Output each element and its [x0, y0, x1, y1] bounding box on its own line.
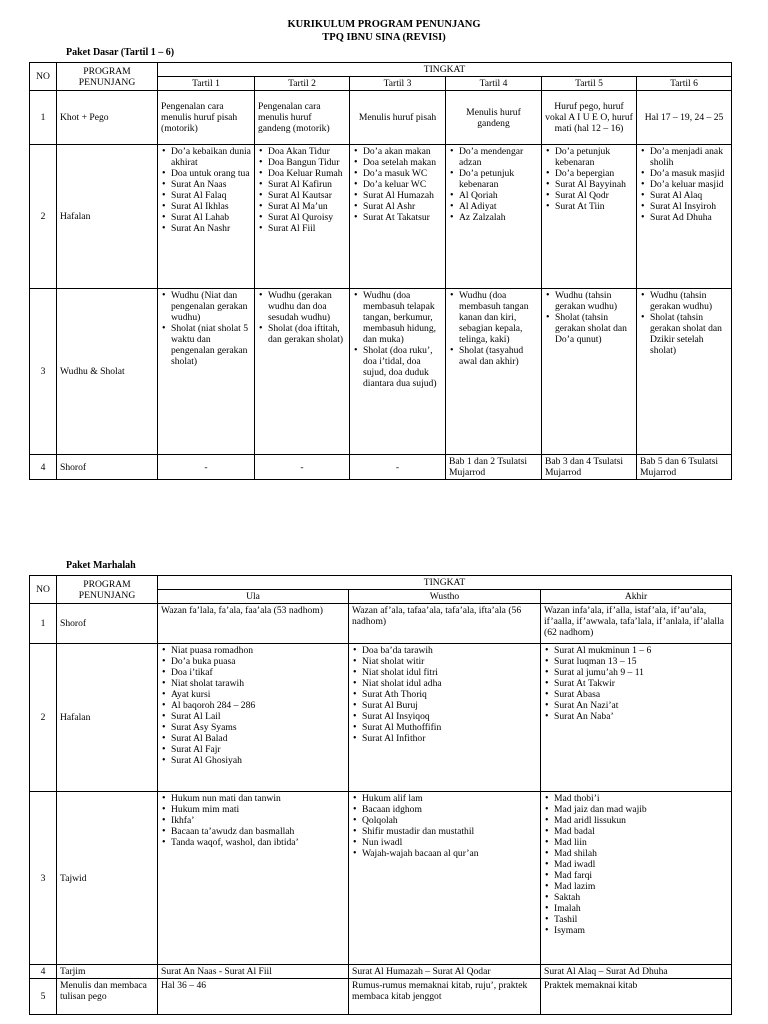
- level-header: Tartil 1: [158, 77, 255, 91]
- table-cell: [637, 145, 732, 289]
- list-item: • Doa setelah makan: [363, 157, 442, 168]
- list-item: • Mad thobi’i: [554, 793, 728, 804]
- list-item: • Do’a petunjuk kebenaran: [555, 146, 633, 168]
- list-item: • Surat Al Balad: [171, 733, 345, 744]
- table-cell: Surat Al Humazah – Surat Al Qodar: [349, 965, 541, 979]
- list-item: • Surat Al Muthoffifin: [362, 722, 537, 733]
- table-cell: Bab 3 dan 4 Tsulatsi Mujarrod: [542, 455, 637, 480]
- table-cell: [158, 145, 255, 289]
- list-item: • Al Qoriah: [459, 190, 538, 201]
- list-item: • Surat Al Ghosiyah: [171, 755, 345, 766]
- table-cell: Wazan fa’lala, fa’ala, faa’ala (53 nadhom): [158, 604, 349, 644]
- list-item: • Wudhu (tahsin gerakan wudhu): [650, 290, 728, 312]
- row-number: 1: [30, 91, 57, 145]
- table-row: [30, 91, 732, 145]
- list-item: • Do’a keluar masjid: [650, 179, 728, 190]
- table-cell: [350, 145, 446, 289]
- bullet-list: [352, 645, 537, 744]
- list-item: • Sholat (doa iftitah, dan gerakan sholat): [268, 323, 346, 345]
- paket-dasar-table: [29, 62, 732, 480]
- level-header: Tartil 3: [350, 77, 446, 91]
- list-item: • Surat Al mukminun 1 – 6: [554, 645, 728, 656]
- bullet-list: [544, 645, 728, 722]
- bullet-list: [161, 146, 251, 234]
- bullet-list: [640, 290, 728, 356]
- list-item: • Do’a kebaikan dunia akhirat: [171, 146, 251, 168]
- row-number: 1: [30, 604, 57, 644]
- table-cell: -: [350, 455, 446, 480]
- list-item: • Surat Al Ikhlas: [171, 201, 251, 212]
- list-item: • Do’a petunjuk kebenaran: [459, 168, 538, 190]
- table-cell: Wazan infa’ala, if’alla, istaf’ala, if’au’ala, if’aalla, if’awwala, tafa’lala, if’anlala, if’alalla (62 nadhom): [541, 604, 732, 644]
- table-cell: [158, 644, 349, 792]
- list-item: • Surat An Naba’: [554, 711, 728, 722]
- list-item: • Hukum mim mati: [171, 804, 345, 815]
- table-row: [30, 965, 732, 979]
- bullet-list: [353, 146, 442, 223]
- row-number: 2: [30, 644, 57, 792]
- list-item: • Sholat (tasyahud awal dan akhir): [459, 345, 538, 367]
- header-tingkat: TINGKAT: [158, 576, 732, 590]
- table-cell: [255, 145, 350, 289]
- table-cell: [542, 289, 637, 455]
- list-item: • Do’a masuk masjid: [650, 168, 728, 179]
- row-number: 5: [30, 979, 57, 1015]
- list-item: • Surat Al Falaq: [171, 190, 251, 201]
- list-item: • Bacaan ta’awudz dan basmallah: [171, 826, 345, 837]
- program-name: Hafalan: [57, 644, 158, 792]
- list-item: • Wudhu (doa membasuh tangan kanan dan kiri, sebagian kepala, telinga, kaki): [459, 290, 538, 345]
- bullet-list: [161, 645, 345, 766]
- bullet-list: [449, 146, 538, 223]
- paket-marhalah-table: [29, 575, 732, 1015]
- list-item: • Surat Asy Syams: [171, 722, 345, 733]
- list-item: • Niat sholat witir: [362, 656, 537, 667]
- list-item: • Sholat (niat sholat 5 waktu dan pengenalan gerakan sholat): [171, 323, 251, 367]
- list-item: • Sholat (doa ruku’, doa i’tidal, doa sujud, doa duduk diantara dua sujud): [363, 345, 442, 389]
- table-cell: [446, 289, 542, 455]
- program-name: Shorof: [57, 455, 158, 480]
- list-item: • Surat At Takwir: [554, 678, 728, 689]
- list-item: • Mad lazim: [554, 881, 728, 892]
- list-item: • Nun iwadl: [362, 837, 537, 848]
- list-item: • Surat Abasa: [554, 689, 728, 700]
- list-item: • Imalah: [554, 903, 728, 914]
- level-header: Akhir: [541, 590, 732, 604]
- list-item: • Do’a masuk WC: [363, 168, 442, 179]
- bullet-list: [161, 793, 345, 848]
- list-item: • Mad jaiz dan mad wajib: [554, 804, 728, 815]
- document-title: KURIKULUM PROGRAM PENUNJANG: [287, 19, 481, 30]
- list-item: • Niat sholat idul fitri: [362, 667, 537, 678]
- bullet-list: [640, 146, 728, 223]
- table-row: [30, 289, 732, 455]
- list-item: • Sholat (tahsin gerakan sholat dan Do’a qunut): [555, 312, 633, 345]
- table-cell: [541, 644, 732, 792]
- list-item: • Doa Keluar Rumah: [268, 168, 346, 179]
- table-cell: [255, 289, 350, 455]
- list-item: • Surat At Tiin: [555, 201, 633, 212]
- table-row: [30, 604, 732, 644]
- table-cell: Surat Al Alaq – Surat Ad Dhuha: [541, 965, 732, 979]
- row-number: 4: [30, 965, 57, 979]
- list-item: • Surat Al Insyiqoq: [362, 711, 537, 722]
- bullet-list: [545, 146, 633, 212]
- header-tingkat: TINGKAT: [158, 63, 732, 77]
- list-item: • Surat Al Infithor: [362, 733, 537, 744]
- list-item: • Mad aridl lissukun: [554, 815, 728, 826]
- list-item: • Mad badal: [554, 826, 728, 837]
- program-name: Khot + Pego: [57, 91, 158, 145]
- bullet-list: [161, 290, 251, 367]
- list-item: • Sholat (tahsin gerakan sholat dan Dzikir setelah sholat): [650, 312, 728, 356]
- header-no: NO: [30, 63, 57, 91]
- program-name: Shorof: [57, 604, 158, 644]
- list-item: • Mad shilah: [554, 848, 728, 859]
- table-row: [30, 145, 732, 289]
- list-item: • Surat Al Lahab: [171, 212, 251, 223]
- table-cell: Menulis huruf gandeng: [446, 91, 542, 145]
- list-item: • Surat Al Ashr: [363, 201, 442, 212]
- bullet-list: [353, 290, 442, 389]
- level-header: Ula: [158, 590, 349, 604]
- list-item: • Do’a mendengar adzan: [459, 146, 538, 168]
- list-item: • Shifir mustadir dan mustathil: [362, 826, 537, 837]
- list-item: • Surat luqman 13 – 15: [554, 656, 728, 667]
- table-cell: Hal 36 – 46: [158, 979, 349, 1015]
- list-item: • Surat Al Kautsar: [268, 190, 346, 201]
- table-cell: [349, 792, 541, 965]
- list-item: • Az Zalzalah: [459, 212, 538, 223]
- table-cell: Surat An Naas - Surat Al Fiil: [158, 965, 349, 979]
- table-cell: Pengenalan cara menulis huruf pisah (motorik): [158, 91, 255, 145]
- level-header: Tartil 2: [255, 77, 350, 91]
- list-item: • Wajah-wajah bacaan al qur’an: [362, 848, 537, 859]
- table-row: [30, 979, 732, 1015]
- program-name: Wudhu & Sholat: [57, 289, 158, 455]
- table-cell: Menulis huruf pisah: [350, 91, 446, 145]
- list-item: • Saktah: [554, 892, 728, 903]
- list-item: • Wudhu (Niat dan pengenalan gerakan wudhu): [171, 290, 251, 323]
- table-cell: [158, 792, 349, 965]
- table-cell: [446, 145, 542, 289]
- list-item: • Surat An Naas: [171, 179, 251, 190]
- level-header: Tartil 5: [542, 77, 637, 91]
- bullet-list: [258, 146, 346, 234]
- header-program: PROGRAM PENUNJANG: [57, 63, 158, 91]
- row-number: 3: [30, 792, 57, 965]
- list-item: • Wudhu (doa membasuh telapak tangan, berkumur, membasuh hidung, dan muka): [363, 290, 442, 345]
- list-item: • Surat An Nashr: [171, 223, 251, 234]
- list-item: • Niat sholat idul adha: [362, 678, 537, 689]
- bullet-list: [449, 290, 538, 367]
- list-item: • Surat At Takatsur: [363, 212, 442, 223]
- list-item: • Doa ba’da tarawih: [362, 645, 537, 656]
- list-item: • Al baqoroh 284 – 286: [171, 700, 345, 711]
- table-cell: Hal 17 – 19, 24 – 25: [637, 91, 732, 145]
- header-no: NO: [30, 576, 57, 604]
- list-item: • Al Adiyat: [459, 201, 538, 212]
- header-program: PROGRAM PENUNJANG: [57, 576, 158, 604]
- list-item: • Doa untuk orang tua: [171, 168, 251, 179]
- level-header: Wustho: [349, 590, 541, 604]
- list-item: • Do’a bepergian: [555, 168, 633, 179]
- list-item: • Doa Bangun Tidur: [268, 157, 346, 168]
- list-item: • Niat sholat tarawih: [171, 678, 345, 689]
- table-cell: [637, 289, 732, 455]
- list-item: • Doa i’tikaf: [171, 667, 345, 678]
- table-cell: Bab 1 dan 2 Tsulatsi Mujarrod: [446, 455, 542, 480]
- list-item: • Hukum alif lam: [362, 793, 537, 804]
- table-row: [30, 792, 732, 965]
- list-item: • Niat puasa romadhon: [171, 645, 345, 656]
- bullet-list: [352, 793, 537, 859]
- list-item: • Mad iwadl: [554, 859, 728, 870]
- list-item: • Bacaan idghom: [362, 804, 537, 815]
- table-cell: Rumus-rumus memaknai kitab, ruju’, praktek membaca kitab jenggot: [349, 979, 541, 1015]
- table-row: [30, 644, 732, 792]
- table-cell: -: [255, 455, 350, 480]
- row-number: 4: [30, 455, 57, 480]
- list-item: • Surat Al Insyiroh: [650, 201, 728, 212]
- program-name: Menulis dan membaca tulisan pego: [57, 979, 158, 1015]
- table-cell: Huruf pego, huruf vokal A I U E O, huruf mati (hal 12 – 16): [542, 91, 637, 145]
- row-number: 3: [30, 289, 57, 455]
- list-item: • Surat Al Alaq: [650, 190, 728, 201]
- list-item: • Doa Akan Tidur: [268, 146, 346, 157]
- list-item: • Surat An Nazi’at: [554, 700, 728, 711]
- program-name: Tajwid: [57, 792, 158, 965]
- table-cell: Pengenalan cara menulis huruf gandeng (motorik): [255, 91, 350, 145]
- list-item: • Surat Ath Thoriq: [362, 689, 537, 700]
- list-item: • Surat Ad Dhuha: [650, 212, 728, 223]
- table-cell: [541, 792, 732, 965]
- list-item: • Qolqolah: [362, 815, 537, 826]
- bullet-list: [258, 290, 346, 345]
- list-item: • Surat Al Buruj: [362, 700, 537, 711]
- table-cell: Praktek memaknai kitab: [541, 979, 732, 1015]
- table-cell: [158, 289, 255, 455]
- list-item: • Do’a keluar WC: [363, 179, 442, 190]
- list-item: • Surat Al Lail: [171, 711, 345, 722]
- table-cell: [350, 289, 446, 455]
- list-item: • Surat al jumu’ah 9 – 11: [554, 667, 728, 678]
- list-item: • Mad liin: [554, 837, 728, 848]
- table-cell: Bab 5 dan 6 Tsulatsi Mujarrod: [637, 455, 732, 480]
- list-item: • Surat Al Fajr: [171, 744, 345, 755]
- level-header: Tartil 4: [446, 77, 542, 91]
- list-item: • Surat Al Qodr: [555, 190, 633, 201]
- list-item: • Do’a akan makan: [363, 146, 442, 157]
- list-item: • Wudhu (tahsin gerakan wudhu): [555, 290, 633, 312]
- list-item: • Surat Al Quroisy: [268, 212, 346, 223]
- table-cell: [349, 644, 541, 792]
- document-subtitle: TPQ IBNU SINA (REVISI): [322, 32, 446, 43]
- paket-marhalah-heading: Paket Marhalah: [66, 560, 136, 571]
- list-item: • Wudhu (gerakan wudhu dan doa sesudah wudhu): [268, 290, 346, 323]
- list-item: • Hukum nun mati dan tanwin: [171, 793, 345, 804]
- list-item: • Tashil: [554, 914, 728, 925]
- program-name: Hafalan: [57, 145, 158, 289]
- list-item: • Ayat kursi: [171, 689, 345, 700]
- level-header: Tartil 6: [637, 77, 732, 91]
- list-item: • Surat Al Kafirun: [268, 179, 346, 190]
- list-item: • Do’a menjadi anak sholih: [650, 146, 728, 168]
- list-item: • Surat Al Humazah: [363, 190, 442, 201]
- paket-dasar-heading: Paket Dasar (Tartil 1 – 6): [66, 47, 175, 58]
- list-item: • Mad farqi: [554, 870, 728, 881]
- row-number: 2: [30, 145, 57, 289]
- table-cell: Wazan af’ala, tafaa’ala, tafa’ala, ifta’ala (56 nadhom): [349, 604, 541, 644]
- table-row: [30, 455, 732, 480]
- list-item: • Surat Al Fiil: [268, 223, 346, 234]
- list-item: • Do’a buka puasa: [171, 656, 345, 667]
- table-cell: -: [158, 455, 255, 480]
- list-item: • Tanda waqof, washol, dan ibtida’: [171, 837, 345, 848]
- list-item: • Surat Al Bayyinah: [555, 179, 633, 190]
- program-name: Tarjim: [57, 965, 158, 979]
- list-item: • Isymam: [554, 925, 728, 936]
- bullet-list: [544, 793, 728, 936]
- list-item: • Ikhfa’: [171, 815, 345, 826]
- table-cell: [542, 145, 637, 289]
- bullet-list: [545, 290, 633, 345]
- list-item: • Surat Al Ma’un: [268, 201, 346, 212]
